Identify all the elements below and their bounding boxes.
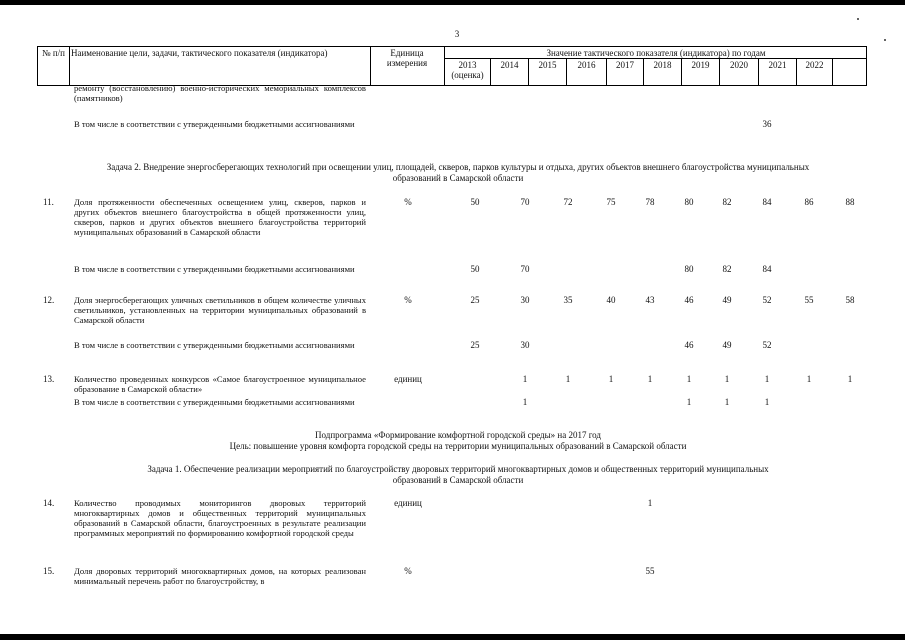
value-2021: 55 [804, 295, 814, 305]
unit: % [404, 295, 412, 305]
unit: единиц [394, 374, 422, 384]
value-2013: 25 [470, 295, 480, 305]
value-2014: 30 [520, 340, 530, 350]
unit: единиц [394, 498, 422, 508]
header-values-title: Значение тактического показателя (индикатора) по годам [546, 48, 766, 58]
value-2020: 52 [762, 295, 772, 305]
value-2014: 30 [520, 295, 530, 305]
value-2019: 49 [722, 340, 732, 350]
task-2-heading: Задача 2. Внедрение энергосберегающих технологий при освещении улиц, площадей, скверов, парков культуры и отдыха, других объектов внешнего благоустройства муниципальных образований в Самарской области [106, 162, 810, 183]
header-year: 2018 [653, 60, 672, 70]
value-2019: 1 [724, 374, 730, 384]
scan-speck [857, 18, 859, 20]
header-year: 2017 [616, 60, 634, 70]
indicator-text: Количество проводимых мониторингов дворовых территорий многоквартирных домов и общественных территорий муниципальных образований в Самарской области, благоустроенных в результате реализации программных мероприятий по формированию комфортной городской среды [74, 498, 366, 538]
value-2017: 1 [647, 374, 653, 384]
value-2017: 78 [645, 197, 655, 207]
value-2020: 84 [762, 264, 772, 274]
header-year: 2019 [691, 60, 710, 70]
value-2018: 46 [684, 340, 694, 350]
header-year: 2022 [805, 60, 824, 70]
value-2018: 80 [684, 197, 694, 207]
value-2013: 25 [470, 340, 480, 350]
value-2020: 36 [762, 119, 772, 129]
indicator-text: Доля дворовых территорий многоквартирных домов, на которых реализован минимальный перечень работ по благоустройству, в [74, 566, 366, 586]
value-2020: 1 [764, 374, 770, 384]
scan-speck [884, 39, 886, 41]
value-2019: 49 [722, 295, 732, 305]
value-2017: 43 [645, 295, 655, 305]
task-1-heading: Задача 1. Обеспечение реализации мероприятий по благоустройству дворовых территорий многоквартирных домов и общественных территорий муниципальных образований в Самарской области [147, 464, 769, 485]
value-2022: 1 [847, 374, 853, 384]
value-2016: 75 [606, 197, 616, 207]
subprogram-goal: Цель: повышение уровня комфорта городской среды на территории муниципальных образований в Самарской области [229, 441, 687, 451]
header-year: 2015 [538, 60, 557, 70]
continued-indicator-text: ремонту (восстановлению) военно-исторических мемориальных комплексов (памятников) [74, 83, 366, 103]
header-unit-label: Единица измерения [386, 48, 428, 68]
value-2016: 1 [608, 374, 614, 384]
value-2015: 1 [565, 374, 571, 384]
value-2018: 1 [686, 397, 692, 407]
unit: % [404, 197, 412, 207]
value-2019: 82 [722, 264, 732, 274]
value-2018: 80 [684, 264, 694, 274]
header-year: 2016 [577, 60, 596, 70]
value-2019: 1 [724, 397, 730, 407]
value-2018: 46 [684, 295, 694, 305]
budget-note-text: В том числе в соответствии с утвержденными бюджетными ассигнованиями [74, 397, 355, 407]
value-2013: 50 [470, 264, 480, 274]
row-number: 13. [43, 374, 55, 384]
budget-note-text: В том числе в соответствии с утвержденными бюджетными ассигнованиями [74, 119, 355, 129]
budget-note-text: В том числе в соответствии с утвержденными бюджетными ассигнованиями [74, 340, 355, 350]
unit: % [404, 566, 412, 576]
value-2019: 82 [722, 197, 732, 207]
value-2015: 35 [563, 295, 573, 305]
value-2016: 40 [606, 295, 616, 305]
value-2017: 55 [645, 566, 655, 576]
row-number: 12. [43, 295, 55, 305]
header-num: № п/п [42, 48, 65, 58]
scan-border-top [0, 0, 905, 5]
value-2020: 84 [762, 197, 772, 207]
header-year-2013: 2013 (оценка) [451, 60, 484, 80]
subprogram-title: Подпрограмма «Формирование комфортной городской среды» на 2017 год [315, 430, 601, 440]
table-header [37, 46, 867, 86]
row-number: 14. [43, 498, 55, 508]
value-2021: 86 [804, 197, 814, 207]
value-2020: 1 [764, 397, 770, 407]
header-year: 2021 [768, 60, 787, 70]
value-2014: 70 [520, 264, 530, 274]
value-2018: 1 [686, 374, 692, 384]
page-number: 3 [454, 29, 460, 39]
indicator-text: Доля протяженности обеспеченных освещением улиц, скверов, парков и других объектов внешнего благоустройства в общей протяженности улиц, скверов, парков и других объектов внешнего благоустройства территорий муниципальных образований в Самарской области [74, 197, 366, 237]
row-number: 15. [43, 566, 55, 576]
value-2020: 52 [762, 340, 772, 350]
value-2014: 70 [520, 197, 530, 207]
row-number: 11. [43, 197, 54, 207]
value-2022: 58 [845, 295, 855, 305]
budget-note-text: В том числе в соответствии с утвержденными бюджетными ассигнованиями [74, 264, 355, 274]
value-2021: 1 [806, 374, 812, 384]
header-year: 2020 [730, 60, 748, 70]
indicator-text: Доля энергосберегающих уличных светильников в общем количестве уличных светильников, установленных на территории муниципальных образований в Самарской области [74, 295, 366, 325]
value-2013: 50 [470, 197, 480, 207]
value-2014: 1 [522, 397, 528, 407]
value-2015: 72 [563, 197, 573, 207]
value-2014: 1 [522, 374, 528, 384]
header-year: 2014 [500, 60, 519, 70]
scan-border-bottom [0, 634, 905, 640]
value-2017: 1 [647, 498, 653, 508]
value-2022: 88 [845, 197, 855, 207]
header-name: Наименование цели, задачи, тактического показателя (индикатора) [71, 48, 328, 58]
indicator-text: Количество проведенных конкурсов «Самое благоустроенное муниципальное образование в Самарской области» [74, 374, 366, 394]
